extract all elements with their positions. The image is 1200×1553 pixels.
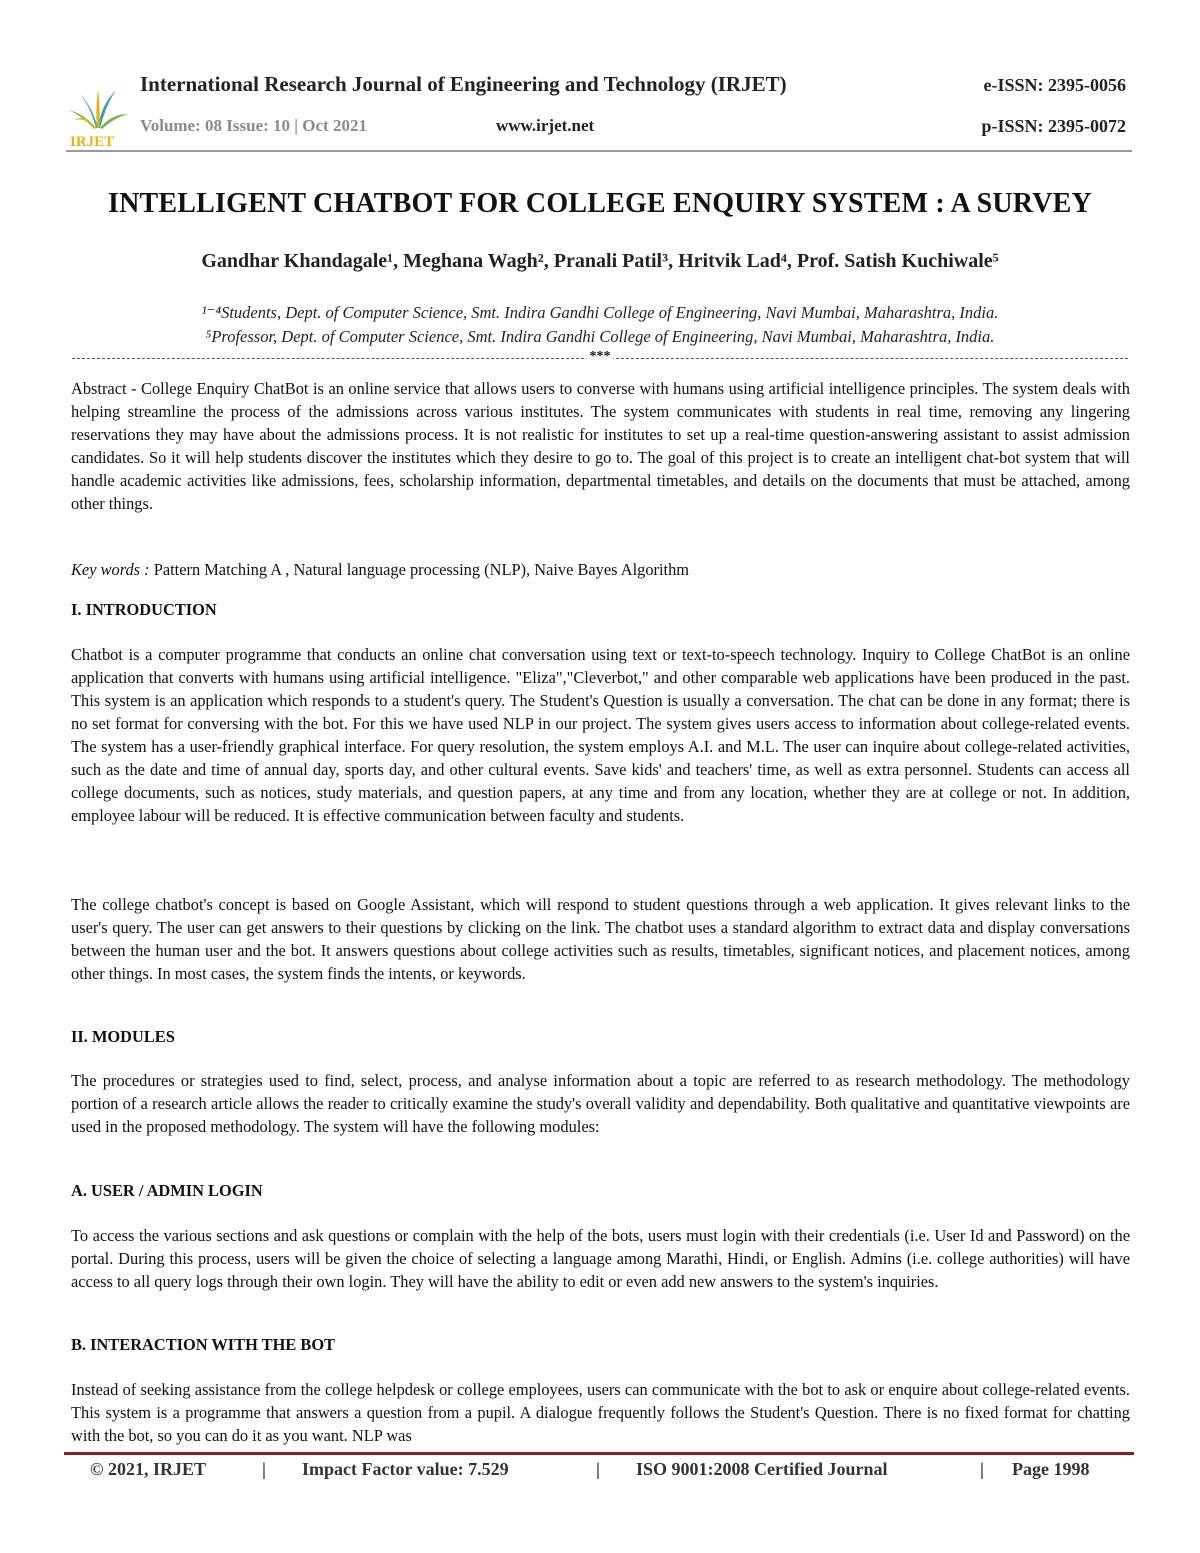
interaction-bot-paragraph bbox=[71, 1378, 1130, 1447]
section-separator bbox=[72, 348, 1128, 368]
journal-website-link[interactable]: www.irjet.net bbox=[496, 116, 595, 135]
keywords-label: Key words : bbox=[71, 560, 150, 579]
user-admin-login-paragraph bbox=[71, 1224, 1130, 1293]
modules-paragraph bbox=[71, 1069, 1130, 1138]
e-issn: e-ISSN: 2395-0056 bbox=[983, 75, 1126, 95]
footer-divider bbox=[64, 1452, 1134, 1455]
separator-stars: *** bbox=[587, 349, 614, 365]
header-divider bbox=[66, 150, 1132, 152]
introduction-paragraph-2 bbox=[71, 893, 1130, 985]
p-issn: p-ISSN: 2395-0072 bbox=[981, 116, 1126, 136]
keywords-text: Pattern Matching A , Natural language processing (NLP), Naive Bayes Algorithm bbox=[149, 560, 690, 579]
svg-text:IRJET: IRJET bbox=[70, 134, 115, 150]
footer-page-number: Page 1998 bbox=[1012, 1459, 1090, 1479]
journal-name: International Research Journal of Engineering and Technology (IRJET) bbox=[140, 72, 787, 96]
affiliation-professor: ⁵Professor, Dept. of Computer Science, Smt. Indira Gandhi College of Engineering, Navi Mumbai, Maharashtra, India. bbox=[205, 327, 995, 346]
irjet-logo bbox=[66, 84, 130, 150]
footer-copyright: © 2021, IRJET bbox=[90, 1459, 206, 1479]
introduction-paragraph-1 bbox=[71, 643, 1130, 827]
affiliation-students: ¹⁻⁴Students, Dept. of Computer Science, Smt. Indira Gandhi College of Engineering, Navi Mumbai, Maharashtra, India. bbox=[201, 303, 999, 322]
user-admin-login-text: To access the various sections and ask questions or complain with the help of the bots, users must login with their credentials (i.e. User Id and Password) on the portal. During this process, users will be given the choice of selecting a language among Marathi, Hindi, or English. Admins (i.e. college authorities) will have access to all query logs through their own login. They will have the ability to edit or even add new answers to the system's inquiries. bbox=[71, 1226, 1130, 1291]
footer-iso: ISO 9001:2008 Certified Journal bbox=[636, 1459, 888, 1479]
introduction-heading: I. INTRODUCTION bbox=[71, 600, 217, 619]
user-admin-login-heading: A. USER / ADMIN LOGIN bbox=[71, 1181, 263, 1200]
footer-separator: | bbox=[596, 1459, 600, 1479]
abstract-text: Abstract - College Enquiry ChatBot is an online service that allows users to converse with humans using artificial intelligence principles. The system deals with helping streamline the process of the admissions across various institutes. The system communicates with students in real time, removing any lingering reservations they may have about the admissions process. It is not realistic for institutes to set up a real-time question-answering assistant to assist admission candidates. So it will help students discover the institutes which they desire to go to. The goal of this project is to create an intelligent chat-bot system that will handle academic activities like admissions, fees, scholarship information, departmental timetables, and details on the documents that must be attached, among other things. bbox=[71, 379, 1130, 513]
footer-impact-factor: Impact Factor value: 7.529 bbox=[302, 1459, 509, 1479]
paper-title: INTELLIGENT CHATBOT FOR COLLEGE ENQUIRY SYSTEM : A SURVEY bbox=[108, 188, 1092, 219]
abstract-block bbox=[71, 377, 1130, 515]
footer-separator: | bbox=[262, 1459, 266, 1479]
footer-separator: | bbox=[980, 1459, 984, 1479]
modules-heading: II. MODULES bbox=[71, 1027, 175, 1046]
introduction-text-1: Chatbot is a computer programme that conducts an online chat conversation using text or text-to-speech technology. Inquiry to College ChatBot is an online application that converts with humans using artificial intelligence. "Eliza","Cleverbot," and other comparable web applications have been produced in the past. This system is an application which responds to a student's query. The Student's Question is usually a conversation. The chat can be done in any format; there is no set format for conversing with the bot. For this we have used NLP in our project. The system gives users access to information about college-related events. The system has a user-friendly graphical interface. For query resolution, the system employs A.I. and M.L. The user can inquire about college-related activities, such as the date and time of annual day, sports day, and other cultural events. Save kids' and teachers' time, as well as extra personnel. Students can access all college documents, such as notices, study materials, and question papers, at any time and from any location, whether they are at college or not. In addition, employee labour will be reduced. It is effective communication between faculty and students. bbox=[71, 645, 1130, 825]
author-list: Gandhar Khandagale¹, Meghana Wagh², Pranali Patil³, Hritvik Lad⁴, Prof. Satish Kuchiwale⁵ bbox=[201, 250, 999, 272]
introduction-text-2: The college chatbot's concept is based on Google Assistant, which will respond to student questions through a web application. It gives relevant links to the user's query. The user can get answers to their questions by clicking on the link. The chatbot uses a standard algorithm to extract data and display conversations between the human user and the bot. It answers questions about college activities such as results, timetables, significant notices, and placement notices, among other things. In most cases, the system finds the intents, or keywords. bbox=[71, 895, 1130, 983]
interaction-bot-heading: B. INTERACTION WITH THE BOT bbox=[71, 1335, 335, 1354]
irjet-logo-icon bbox=[66, 84, 130, 150]
volume-issue: Volume: 08 Issue: 10 | Oct 2021 bbox=[140, 116, 367, 135]
interaction-bot-text: Instead of seeking assistance from the college helpdesk or college employees, users can communicate with the bot to ask or enquire about college-related events. This system is a programme that answers a question from a pupil. A dialogue frequently follows the Student's Question. There is no fixed format for chatting with the bot, so you can do it as you want. NLP was bbox=[71, 1380, 1130, 1445]
modules-text: The procedures or strategies used to find, select, process, and analyse information about a topic are referred to as research methodology. The methodology portion of a research article allows the reader to critically examine the study's overall validity and dependability. Both qualitative and quantitative viewpoints are used in the proposed methodology. The system will have the following modules: bbox=[71, 1071, 1130, 1136]
keywords-line bbox=[71, 560, 689, 580]
